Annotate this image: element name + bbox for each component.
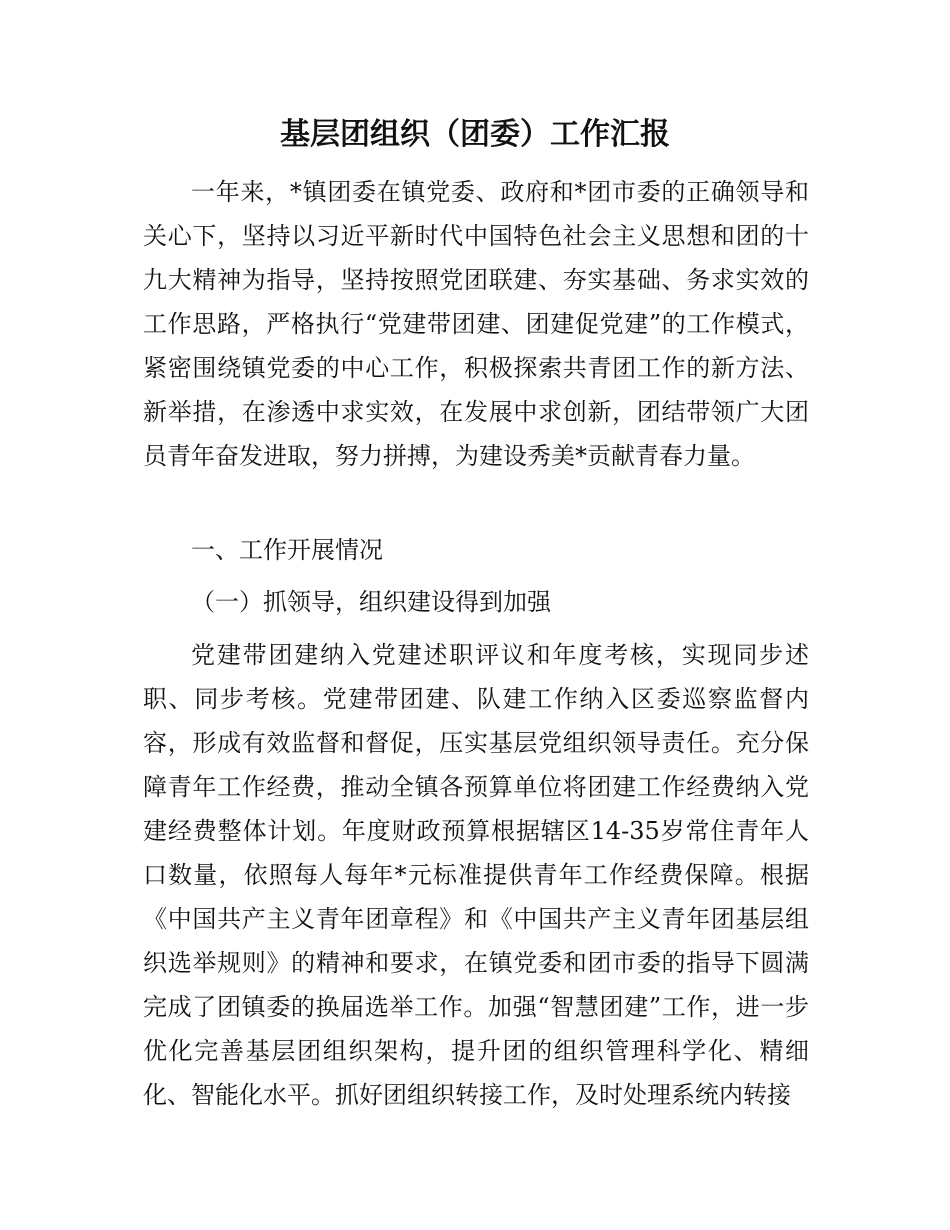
subsection-heading: （一）抓领导，组织建设得到加强 bbox=[191, 588, 551, 616]
intro-paragraph: 一年来，*镇团委在镇党委、政府和*团市委的正确领导和关心下，坚持以习近平新时代中国特色社会主义思想和团的十九大精神为指导，坚持按照党团联建、夯实基础、务求实效的工作思路，严格执行“党建带团建、团建促党建”的工作模式，紧密围绕镇党委的中心工作，积极探索共青团工作的新方法、新举措，在渗透中求实效，在发展中求创新，团结带领广大团员青年奋发进取，努力拼搏，为建设秀美*贡献青春力量。 bbox=[143, 178, 809, 470]
body-paragraph: 党建带团建纳入党建述职评议和年度考核，实现同步述职、同步考核。党建带团建、队建工作纳入区委巡察监督内容，形成有效监督和督促，压实基层党组织领导责任。充分保障青年工作经费，推动全镇各预算单位将团建工作经费纳入党建经费整体计划。年度财政预算根据辖区14-35岁常住青年人口数量，依照每人每年*元标准提供青年工作经费保障。根据《中国共产主义青年团章程》和《中国共产主义青年团基层组织选举规则》的精神和要求，在镇党委和团市委的指导下圆满完成了团镇委的换届选举工作。加强“智慧团建”工作，进一步优化完善基层团组织架构，提升团的组织管理科学化、精细化、智能化水平。抓好团组织转接工作，及时处理系统内转接 bbox=[143, 641, 809, 1109]
section-heading: 一、工作开展情况 bbox=[191, 536, 383, 564]
document-title: 基层团组织（团委）工作汇报 bbox=[280, 117, 670, 152]
